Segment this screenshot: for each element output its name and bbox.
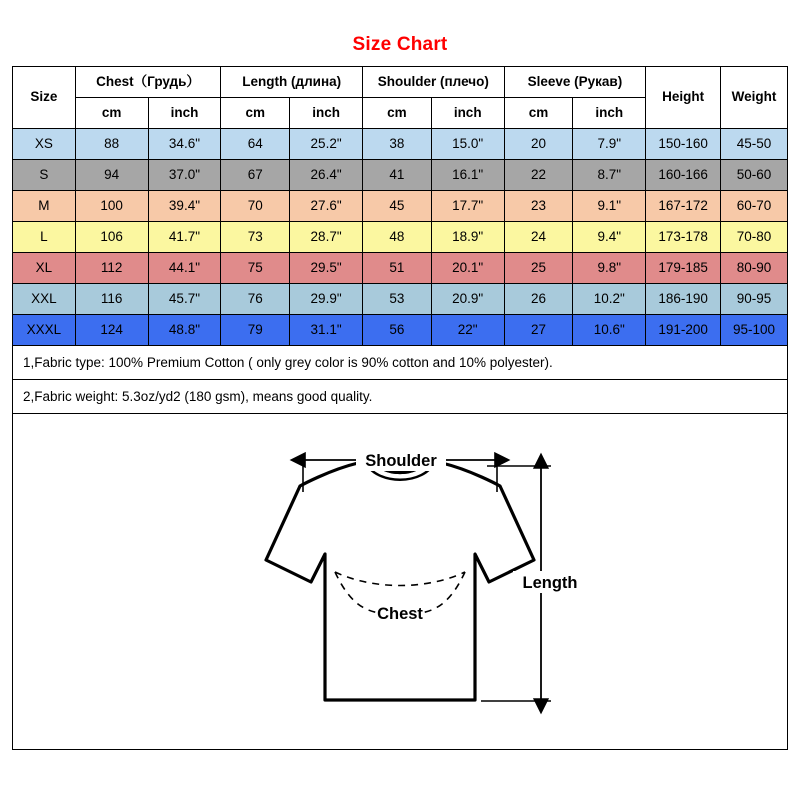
length-label: Length [522, 574, 578, 592]
unit-shoulder-inch: inch [431, 98, 504, 129]
measurement-cell: 15.0" [431, 129, 504, 160]
tshirt-measurement-svg [13, 414, 787, 748]
size-cell: XS [13, 129, 76, 160]
measurement-cell: 70-80 [721, 222, 788, 253]
measurement-cell: 26 [504, 284, 573, 315]
table-row [13, 191, 788, 222]
measurement-cell: 22" [431, 315, 504, 346]
note-fabric-weight: 2,Fabric weight: 5.3oz/yd2 (180 gsm), means good quality. [23, 389, 373, 404]
measurement-cell: 45-50 [721, 129, 788, 160]
measurement-cell: 31.1" [290, 315, 363, 346]
header-chest: Chest（Грудь） [75, 67, 221, 98]
measurement-cell: 28.7" [290, 222, 363, 253]
measurement-cell: 34.6" [148, 129, 221, 160]
measurement-cell: 75 [221, 253, 290, 284]
size-cell: M [13, 191, 76, 222]
measurement-cell: 37.0" [148, 160, 221, 191]
measurement-cell: 7.9" [573, 129, 646, 160]
measurement-cell: 53 [363, 284, 432, 315]
measurement-cell: 67 [221, 160, 290, 191]
measurement-cell: 100 [75, 191, 148, 222]
measurement-cell: 45 [363, 191, 432, 222]
measurement-cell: 41 [363, 160, 432, 191]
measurement-cell: 20.9" [431, 284, 504, 315]
table-row [13, 129, 788, 160]
header-shoulder: Shoulder (плечо) [363, 67, 505, 98]
size-chart-table [12, 66, 788, 346]
measurement-cell: 191-200 [646, 315, 721, 346]
measurement-cell: 64 [221, 129, 290, 160]
unit-sleeve-inch: inch [573, 98, 646, 129]
unit-length-cm: cm [221, 98, 290, 129]
size-cell: XXXL [13, 315, 76, 346]
size-cell: L [13, 222, 76, 253]
measurement-cell: 26.4" [290, 160, 363, 191]
table-body [13, 129, 788, 346]
measurement-cell: 41.7" [148, 222, 221, 253]
measurement-cell: 116 [75, 284, 148, 315]
measurement-cell: 29.5" [290, 253, 363, 284]
measurement-cell: 18.9" [431, 222, 504, 253]
measurement-cell: 73 [221, 222, 290, 253]
measurement-cell: 27.6" [290, 191, 363, 222]
measurement-cell: 56 [363, 315, 432, 346]
measurement-cell: 9.4" [573, 222, 646, 253]
measurement-cell: 90-95 [721, 284, 788, 315]
measurement-cell: 124 [75, 315, 148, 346]
measurement-cell: 44.1" [148, 253, 221, 284]
unit-shoulder-cm: cm [363, 98, 432, 129]
chest-label: Chest [377, 605, 423, 623]
measurement-cell: 79 [221, 315, 290, 346]
measurement-cell: 186-190 [646, 284, 721, 315]
measurement-cell: 9.8" [573, 253, 646, 284]
measurement-cell: 24 [504, 222, 573, 253]
measurement-cell: 60-70 [721, 191, 788, 222]
page-title: Size Chart [352, 34, 448, 55]
measurement-cell: 150-160 [646, 129, 721, 160]
size-cell: XL [13, 253, 76, 284]
measurement-cell: 167-172 [646, 191, 721, 222]
measurement-cell: 88 [75, 129, 148, 160]
measurement-cell: 112 [75, 253, 148, 284]
measurement-cell: 17.7" [431, 191, 504, 222]
measurement-cell: 179-185 [646, 253, 721, 284]
measurement-cell: 25 [504, 253, 573, 284]
measurement-cell: 25.2" [290, 129, 363, 160]
table-row [13, 253, 788, 284]
unit-chest-inch: inch [148, 98, 221, 129]
unit-sleeve-cm: cm [504, 98, 573, 129]
measurement-cell: 38 [363, 129, 432, 160]
tshirt-outline [266, 459, 534, 700]
tshirt-diagram [12, 414, 788, 750]
measurement-cell: 23 [504, 191, 573, 222]
measurement-cell: 16.1" [431, 160, 504, 191]
measurement-cell: 48.8" [148, 315, 221, 346]
measurement-cell: 20.1" [431, 253, 504, 284]
header-sleeve: Sleeve (Рукав) [504, 67, 646, 98]
table-row [13, 284, 788, 315]
unit-length-inch: inch [290, 98, 363, 129]
measurement-cell: 94 [75, 160, 148, 191]
header-height: Height [646, 67, 721, 129]
size-cell: S [13, 160, 76, 191]
measurement-cell: 10.6" [573, 315, 646, 346]
table-row [13, 160, 788, 191]
measurement-cell: 160-166 [646, 160, 721, 191]
measurement-cell: 20 [504, 129, 573, 160]
measurement-cell: 45.7" [148, 284, 221, 315]
measurement-cell: 22 [504, 160, 573, 191]
measurement-cell: 51 [363, 253, 432, 284]
table-group-header-row [13, 67, 788, 98]
measurement-cell: 76 [221, 284, 290, 315]
measurement-cell: 29.9" [290, 284, 363, 315]
table-row [13, 222, 788, 253]
header-length: Length (длина) [221, 67, 363, 98]
note-fabric-type: 1,Fabric type: 100% Premium Cotton ( only grey color is 90% cotton and 10% polyester). [13, 346, 787, 380]
measurement-cell: 95-100 [721, 315, 788, 346]
shoulder-label: Shoulder [365, 452, 437, 470]
measurement-cell: 80-90 [721, 253, 788, 284]
measurement-cell: 10.2" [573, 284, 646, 315]
measurement-cell: 70 [221, 191, 290, 222]
table-row [13, 315, 788, 346]
measurement-cell: 173-178 [646, 222, 721, 253]
size-cell: XXL [13, 284, 76, 315]
measurement-cell: 27 [504, 315, 573, 346]
measurement-cell: 8.7" [573, 160, 646, 191]
notes-section [12, 346, 788, 414]
header-weight: Weight [721, 67, 788, 129]
measurement-cell: 48 [363, 222, 432, 253]
measurement-cell: 50-60 [721, 160, 788, 191]
measurement-cell: 106 [75, 222, 148, 253]
measurement-cell: 39.4" [148, 191, 221, 222]
measurement-cell: 9.1" [573, 191, 646, 222]
unit-chest-cm: cm [75, 98, 148, 129]
header-size: Size [13, 67, 76, 129]
